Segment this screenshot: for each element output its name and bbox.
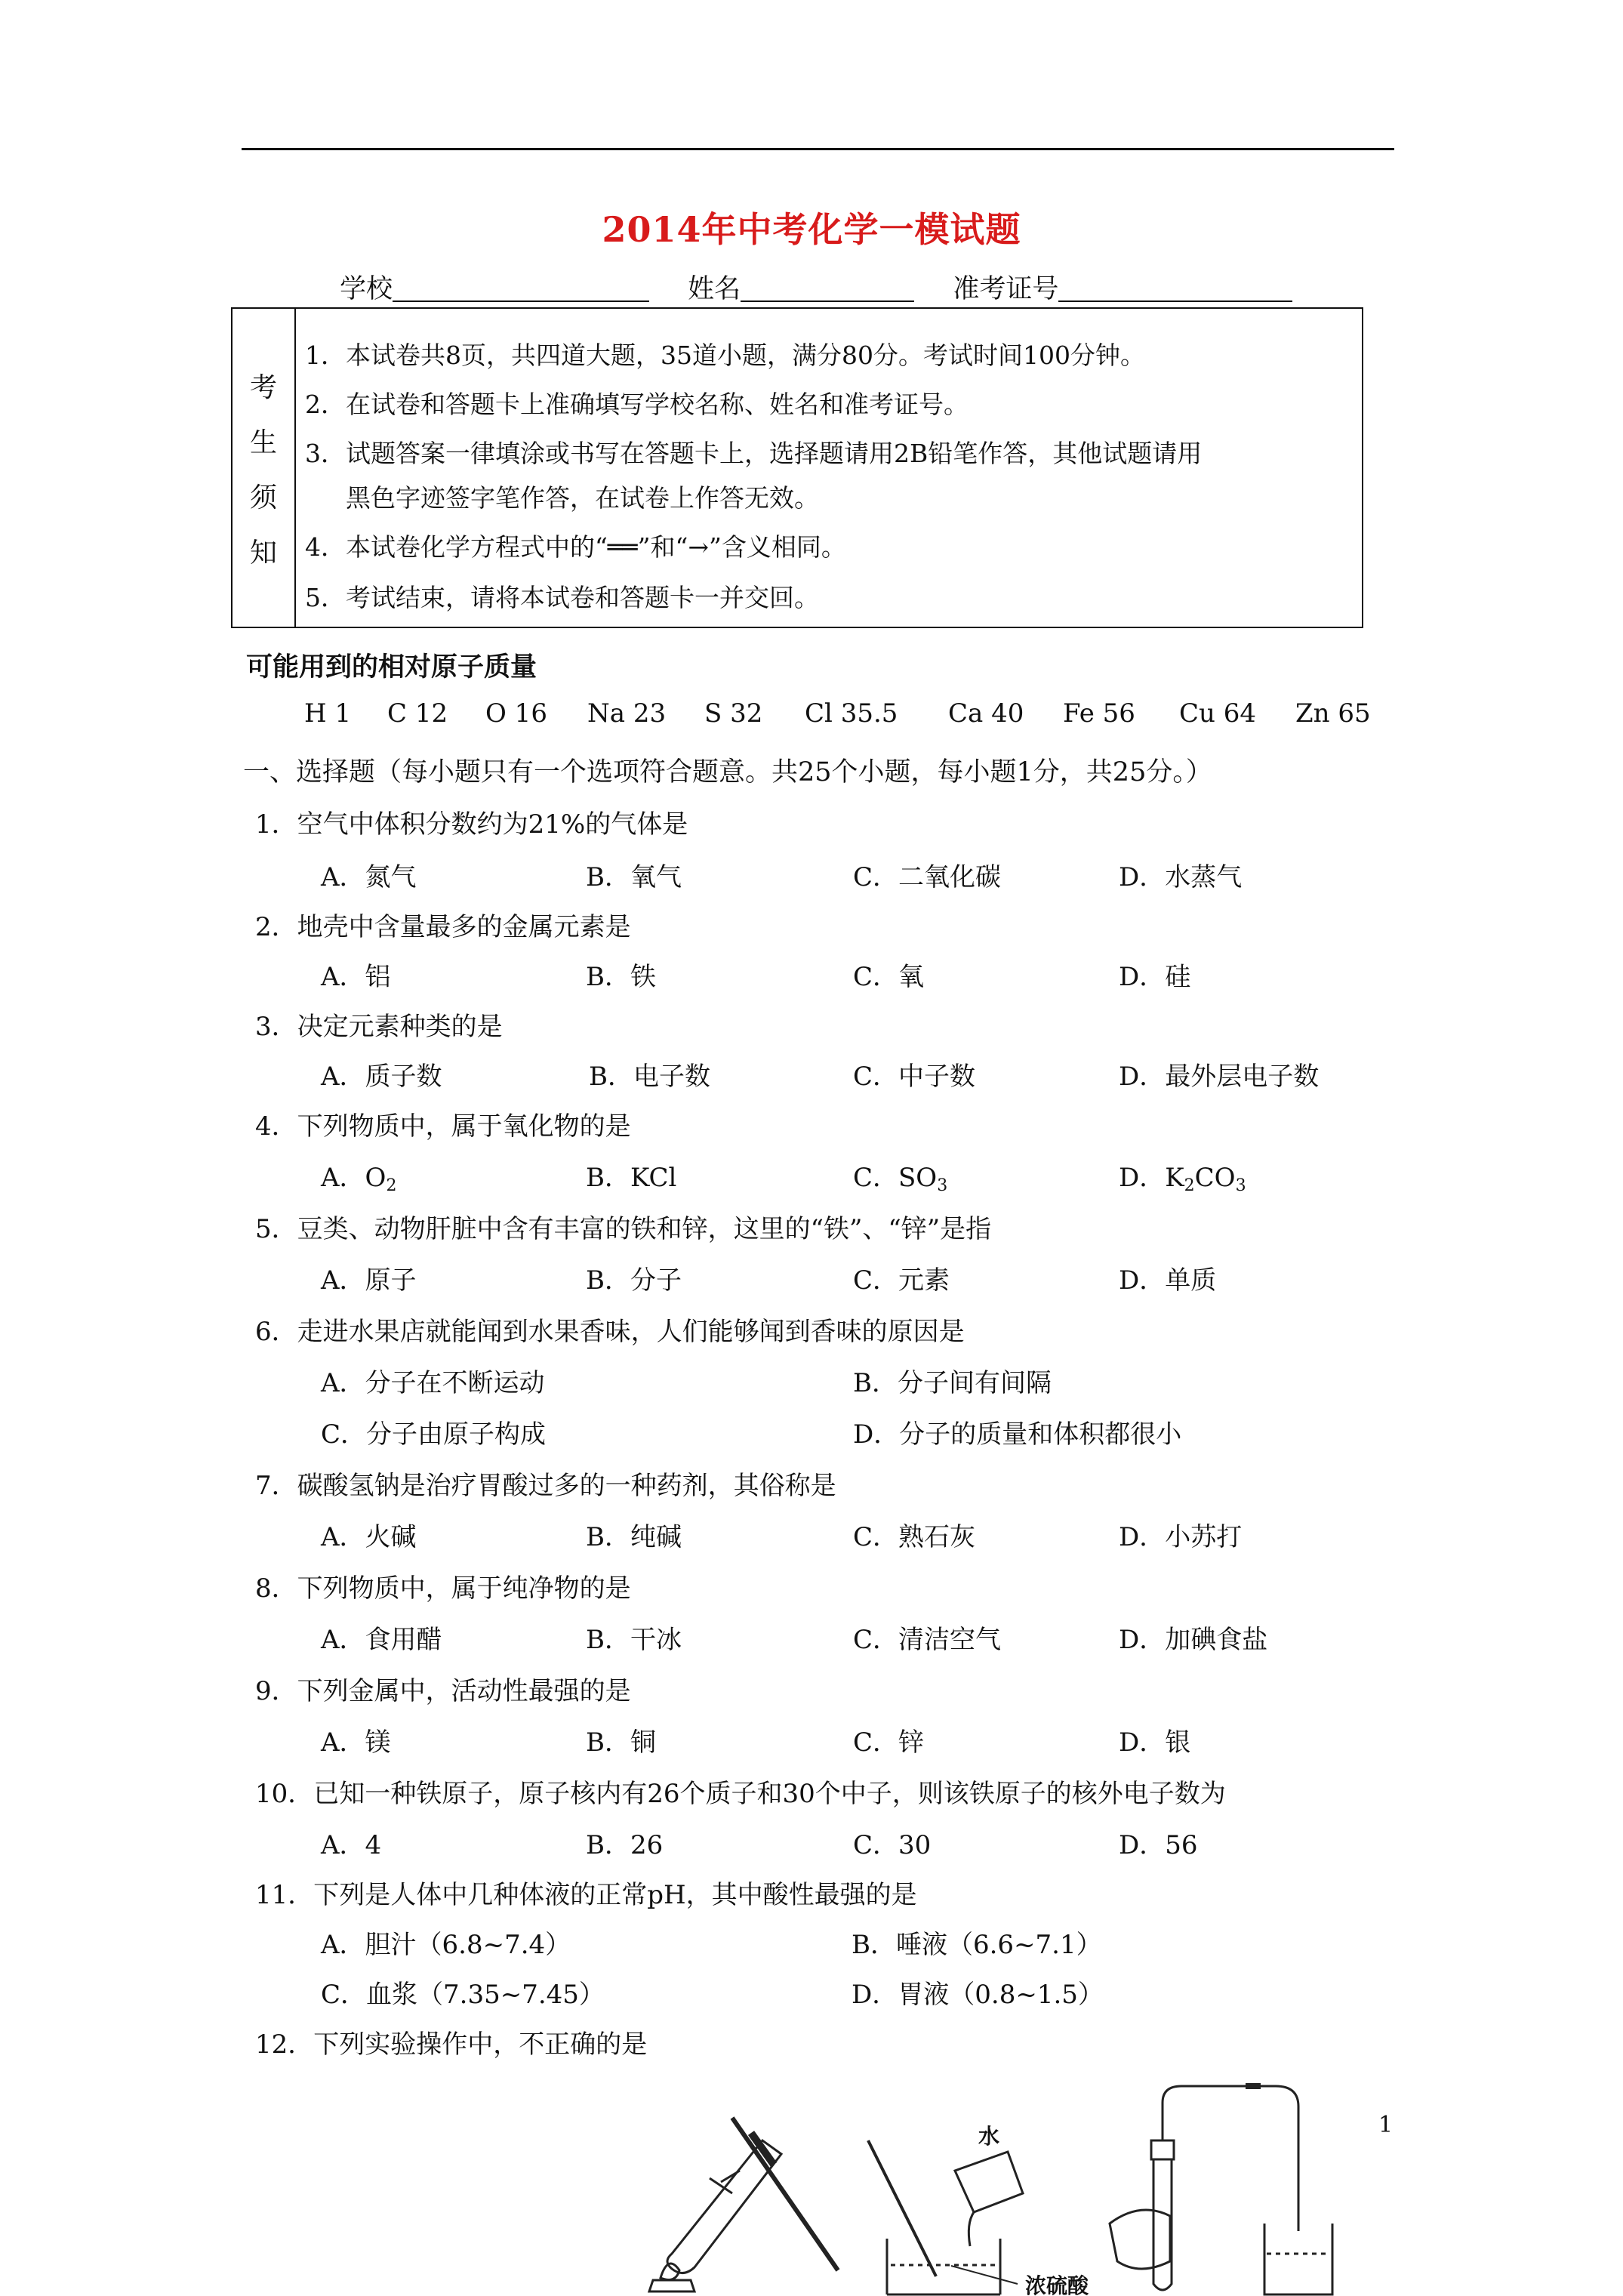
question-7: 7．碳酸氢钠是治疗胃酸过多的一种药剂，其俗称是 <box>255 1471 836 1501</box>
notice-item: 5．考试结束，请将本试卷和答题卡一并交回。 <box>305 583 819 612</box>
page-title: 2014年中考化学一模试题 <box>602 209 1021 250</box>
question-11: 11．下列是人体中几种体液的正常pH，其中酸性最强的是 <box>255 1880 917 1910</box>
subscript: 2 <box>386 1176 397 1195</box>
option-c: C．锌 <box>853 1727 925 1758</box>
mass-item: Na 23 <box>587 698 667 729</box>
option-d: D．单质 <box>1119 1265 1217 1296</box>
option-a-text: A．O <box>321 1163 387 1193</box>
question-5: 5．豆类、动物肝脏中含有丰富的铁和锌，这里的“铁”、“锌”是指 <box>255 1214 992 1244</box>
option-b: B．纯碱 <box>586 1522 682 1552</box>
notice-item: 2．在试卷和答题卡上准确填写学校名称、姓名和准考证号。 <box>305 390 969 419</box>
mass-item: Cu 64 <box>1179 698 1256 729</box>
question-6: 6．走进水果店就能闻到水果香味，人们能够闻到香味的原因是 <box>255 1317 965 1347</box>
notice-label <box>233 309 296 627</box>
notice-label-char: 生 <box>249 427 277 458</box>
option-d: D．最外层电子数 <box>1119 1062 1320 1092</box>
option-c: C．氧 <box>853 962 925 992</box>
subscript: 3 <box>937 1176 948 1195</box>
notice-item: 黑色字迹签字笔作答，在试卷上作答无效。 <box>346 483 819 513</box>
section-heading: 一、选择题（每小题只有一个选项符合题意。共25个小题，每小题1分，共25分。） <box>243 757 1212 787</box>
name-label: 姓名 <box>688 274 741 304</box>
question-1: 1．空气中体积分数约为21%的气体是 <box>255 809 688 840</box>
option-b: B．铁 <box>586 962 656 992</box>
option-d: D．银 <box>1119 1727 1191 1758</box>
school-field[interactable] <box>393 276 649 302</box>
mass-item: Zn 65 <box>1295 698 1371 729</box>
notice-item: 1．本试卷共8页，共四道大题，35道小题，满分80分。考试时间100分钟。 <box>305 341 1145 370</box>
option-d: D．小苏打 <box>1119 1522 1243 1552</box>
option-a: A．4 <box>321 1830 382 1860</box>
option-c <box>853 1157 947 1195</box>
option-d: D．硅 <box>1119 962 1191 992</box>
heating-test-tube-drawing <box>649 2118 838 2291</box>
option-c: C．血浆（7.35~7.45） <box>321 1980 605 2010</box>
exam-id-field[interactable] <box>1058 276 1292 302</box>
option-c: C．清洁空气 <box>853 1625 1002 1655</box>
option-c: C．分子由原子构成 <box>321 1419 547 1450</box>
notice-item: 3．试题答案一律填涂或书写在答题卡上，选择题请用2B铅笔作答，其他试题请用 <box>305 439 1203 468</box>
option-b: B．KCl <box>586 1163 677 1193</box>
option-c: C．熟石灰 <box>853 1522 976 1552</box>
mass-item: Cl 35.5 <box>805 698 898 729</box>
option-b: B．干冰 <box>586 1625 682 1655</box>
option-a: A．胆汁（6.8~7.4） <box>321 1930 571 1960</box>
diluting-acid-drawing <box>868 2140 1023 2294</box>
notice-box <box>231 307 1363 628</box>
option-c: C．中子数 <box>853 1062 976 1092</box>
option-b: B．铜 <box>586 1727 656 1758</box>
page-number: 1 <box>1378 2112 1394 2138</box>
acid-label: 浓硫酸 <box>1025 2273 1089 2296</box>
exam-id-label: 准考证号 <box>953 274 1059 304</box>
option-d: D．加碘食盐 <box>1119 1625 1268 1655</box>
option-c-text: C．SO <box>853 1163 938 1193</box>
option-c: C．二氧化碳 <box>853 862 1002 892</box>
option-b: B．氧气 <box>586 862 682 892</box>
question-8: 8．下列物质中，属于纯净物的是 <box>255 1573 631 1604</box>
option-d: D．胃液（0.8~1.5） <box>852 1980 1104 2010</box>
option-d-text-2: CO <box>1194 1163 1236 1193</box>
option-d-text: D．K <box>1119 1163 1184 1193</box>
option-b: B．26 <box>586 1830 664 1860</box>
notice-label-char: 知 <box>249 537 277 569</box>
airtightness-check-drawing <box>1110 2086 1332 2294</box>
notice-label-char: 须 <box>249 482 277 513</box>
notice-label-char: 考 <box>249 371 277 403</box>
mass-item: C 12 <box>387 698 448 729</box>
option-b: B．电子数 <box>589 1062 710 1092</box>
option-d: D．56 <box>1119 1830 1198 1860</box>
school-label: 学校 <box>340 274 393 304</box>
name-field[interactable] <box>741 276 914 302</box>
question-12: 12．下列实验操作中，不正确的是 <box>255 2029 648 2060</box>
student-info-fields <box>340 268 1323 306</box>
question-3: 3．决定元素种类的是 <box>255 1012 503 1042</box>
mass-item: O 16 <box>485 698 547 729</box>
masses-heading: 可能用到的相对原子质量 <box>246 652 537 683</box>
question-9: 9．下列金属中，活动性最强的是 <box>255 1676 631 1706</box>
notice-item: 4．本试卷化学方程式中的“══”和“→”含义相同。 <box>305 532 846 562</box>
option-b: B．唾液（6.6~7.1） <box>852 1930 1102 1960</box>
subscript: 3 <box>1235 1176 1246 1195</box>
option-a: A．原子 <box>321 1265 417 1296</box>
mass-item: Ca 40 <box>948 698 1024 729</box>
question-10: 10．已知一种铁原子，原子核内有26个质子和30个中子，则该铁原子的核外电子数为 <box>255 1779 1226 1809</box>
top-rule <box>242 148 1394 150</box>
atomic-masses <box>304 698 1371 729</box>
question-4: 4．下列物质中，属于氧化物的是 <box>255 1111 631 1142</box>
mass-item: H 1 <box>304 698 352 729</box>
option-a: A．氮气 <box>321 862 417 892</box>
option-a <box>321 1157 396 1195</box>
option-a: A．铝 <box>321 962 391 992</box>
option-d: D．分子的质量和体积都很小 <box>853 1419 1182 1450</box>
mass-item: Fe 56 <box>1063 698 1135 729</box>
question-2: 2．地壳中含量最多的金属元素是 <box>255 912 631 942</box>
option-b: B．分子 <box>586 1265 682 1296</box>
option-a: A．食用醋 <box>321 1625 442 1655</box>
option-c: C．30 <box>853 1830 932 1860</box>
mass-item: S 32 <box>704 698 763 729</box>
option-d: D．水蒸气 <box>1119 862 1243 892</box>
option-a: A．质子数 <box>321 1062 442 1092</box>
option-a: A．火碱 <box>321 1522 417 1552</box>
lab-operations-figure <box>619 2073 1374 2296</box>
option-d <box>1119 1157 1246 1195</box>
option-b: B．分子间有间隔 <box>853 1368 1052 1398</box>
water-label: 水 <box>978 2124 1000 2149</box>
option-a: A．分子在不断运动 <box>321 1368 545 1398</box>
option-a: A．镁 <box>321 1727 391 1758</box>
subscript: 2 <box>1184 1176 1195 1195</box>
option-c: C．元素 <box>853 1265 950 1296</box>
